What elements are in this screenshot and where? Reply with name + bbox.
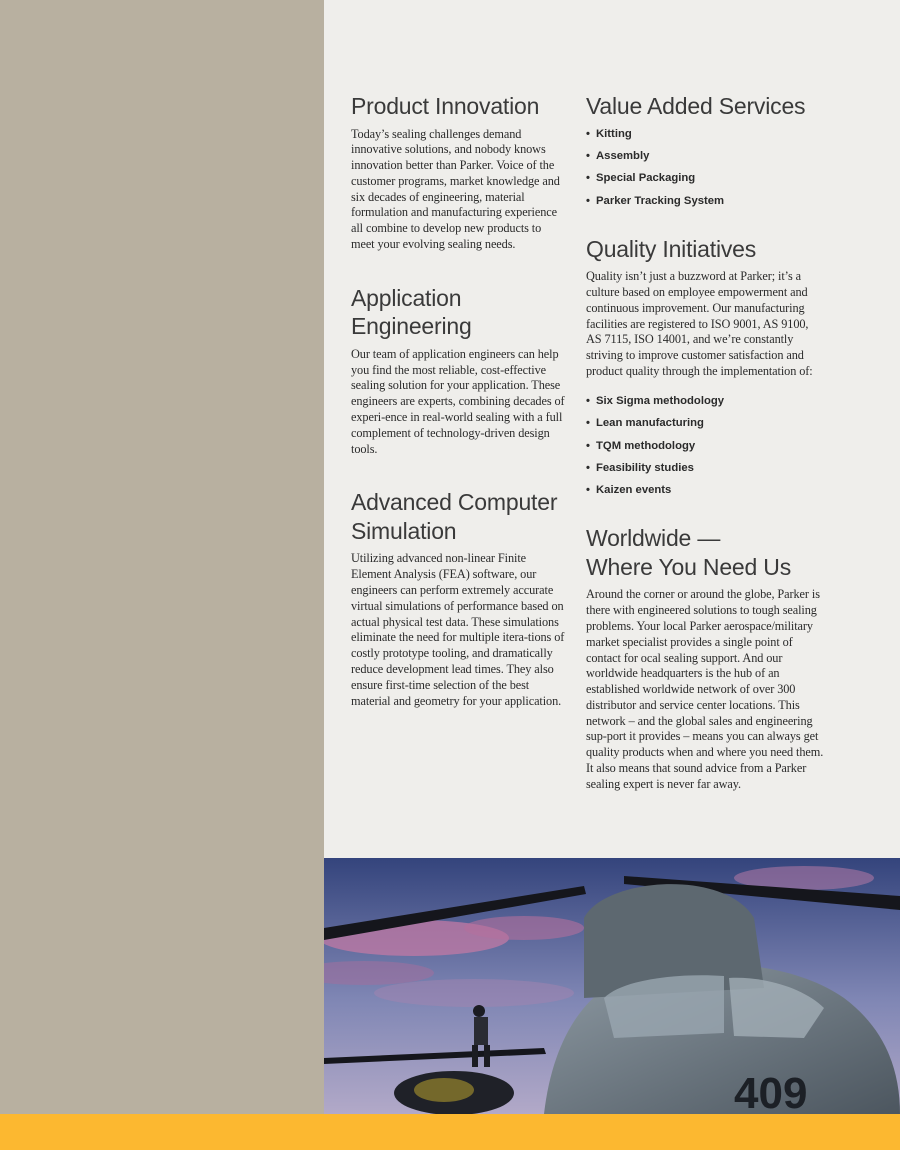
product-innovation-body: Today’s sealing challenges demand innovative solutions, and nobody knows innovation better than Parker. Voice of the customer programs, market knowledge and six decades of engineering, material formulation and manufacturing experience all combine to develop new products to meet your evolving sealing needs. <box>351 126 560 252</box>
list-item: • Kitting <box>586 127 826 141</box>
worldwide-body: Around the corner or around the globe, Parker is there with engineered solutions to tough sealing problems. Your local Parker aerospace/military market specialist provides a single point of contact for ocal sealing support. And our worldwide headquarters is the hub of an established worldwide network of over 300 distributor and service center locations. This network – and the global sales and engineering sup-port it provides – means you can always get quality products when and where you need them. It also means that sound advice from a Parker sealing expert is never far away. <box>586 587 824 791</box>
application-engineering-body: Our team of application engineers can help you find the most reliable, cost-effective sealing solution for your application. These engineers are experts, combining decades of experi-ence in real-world sealing with a full complement of technology-driven design tools. <box>351 346 565 456</box>
heading-where-you-need-us: Where You Need Us <box>586 553 792 580</box>
list-item: • Six Sigma methodology <box>586 394 826 408</box>
heading-worldwide: Worldwide — <box>586 525 721 552</box>
list-item: • Feasibility studies <box>586 461 826 475</box>
helicopter-image <box>324 858 900 1114</box>
list-item: • Parker Tracking System <box>586 194 826 208</box>
list-item: • Lean manufacturing <box>586 416 826 430</box>
heading-application-engineering: Application Engineering <box>351 284 472 340</box>
list-item: • Kaizen events <box>586 483 826 497</box>
list-item: • Assembly <box>586 149 826 163</box>
heading-advanced-computer-simulation: Advanced Computer Simulation <box>351 489 558 544</box>
heading-product-innovation: Product Innovation <box>351 93 540 119</box>
left-color-band <box>0 0 324 1114</box>
list-item: • TQM methodology <box>586 439 826 453</box>
footer-bar <box>0 1114 900 1150</box>
list-item: • Special Packaging <box>586 171 826 185</box>
quality-list <box>586 394 826 498</box>
left-column <box>351 92 566 740</box>
heading-value-added-services: Value Added Services <box>586 93 806 119</box>
heading-quality-initiatives: Quality Initiatives <box>586 235 757 262</box>
value-added-list <box>586 127 826 208</box>
helicopter-photo <box>324 858 900 1114</box>
quality-body: Quality isn’t just a buzzword at Parker; it’s a culture based on employee empowerment and continuous improvement. Our manufacturing facilities are registered to ISO 9001, AS 9100, AS 7115, ISO 14001, and we’re constantly striving to improve customer satisfaction and product quality through the implementation of: <box>586 269 813 378</box>
aircraft-number: 409 <box>734 1069 808 1114</box>
right-column <box>586 92 826 824</box>
advanced-simulation-body: Utilizing advanced non-linear Finite Element Analysis (FEA) software, our engineers can perform extremely accurate virtual simulations of performance based on actual physical test data. These simulations eliminate the need for multiple itera-tions of costly prototype tooling, and dramatically reduce development lead times. They also ensure first-time selection of the best material and geometry for your application. <box>351 551 565 708</box>
